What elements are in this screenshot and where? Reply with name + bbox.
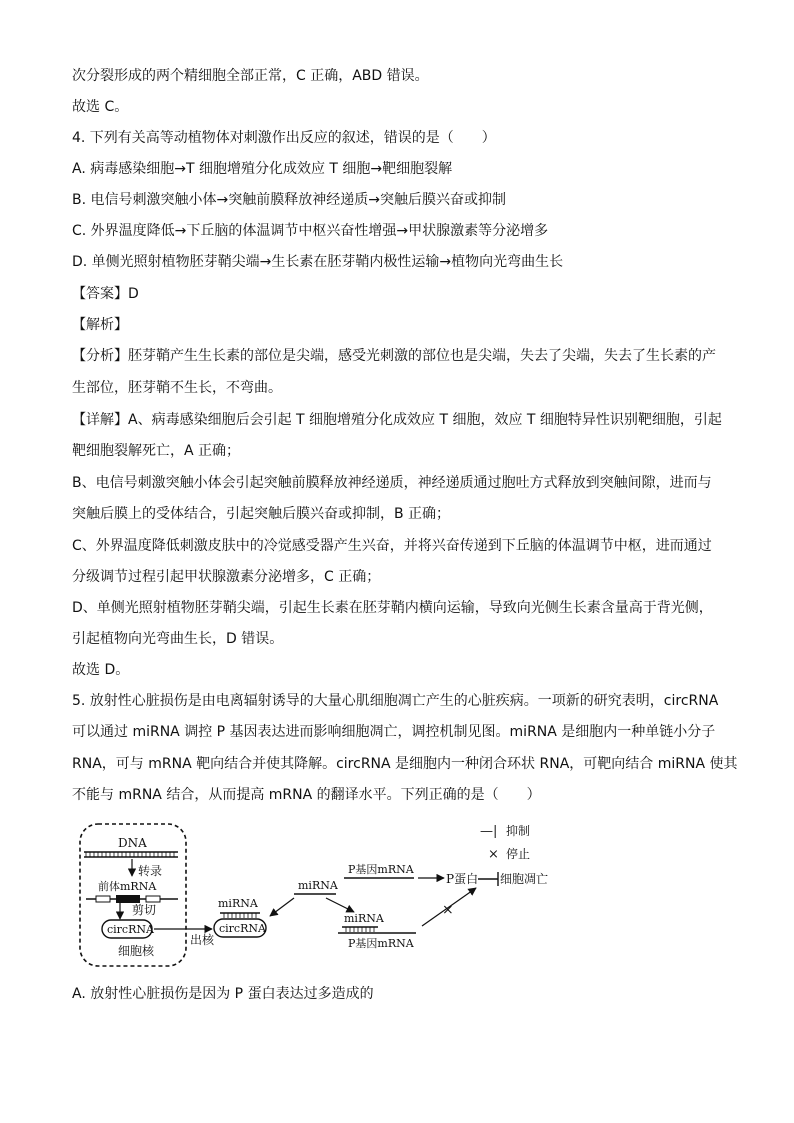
analysis-label: 【解析】 [72, 317, 128, 333]
question-4-option-d: D. 单侧光照射植物胚芽鞘尖端→生长素在胚芽鞘内极性运输→植物向光弯曲生长 [72, 254, 564, 270]
mirna-free-label: miRNA [298, 879, 338, 892]
mirna-bottom-strand [342, 927, 378, 932]
pre-mrna-strand [86, 895, 178, 903]
detail-line-6: 分级调节过程引起甲状腺激素分泌增多，C 正确； [72, 569, 381, 585]
mirna-to-circrna-arrow [270, 898, 294, 916]
pre-mrna-label: 前体mRNA [98, 880, 157, 893]
legend-stop-symbol: × [488, 847, 499, 862]
dna-strand [84, 852, 178, 857]
detail-line-3: B、电信号刺激突触小体会引起突触前膜释放神经递质，神经递质通过胞吐方式释放到突触间隙，进而与 [72, 475, 712, 491]
analysis-line-1: 【分析】胚芽鞘产生生长素的部位是尖端，感受光刺激的部位也是尖端，失去了尖端，失去了生长素的产 [72, 348, 716, 364]
mirna-bound-strand [220, 913, 260, 918]
circrna-outer-label: circRNA [219, 922, 266, 935]
analysis-line-2: 生部位，胚芽鞘不生长，不弯曲。 [72, 380, 282, 396]
p-mrna-top-label: P基因mRNA [348, 863, 414, 876]
question-5-option-a: A. 放射性心脏损伤是因为 P 蛋白表达过多造成的 [72, 986, 374, 1002]
select-d-line: 故选 D。 [72, 662, 130, 678]
stop-mark: × [442, 902, 454, 918]
legend [480, 823, 530, 862]
export-label: 出核 [190, 933, 215, 947]
dna-label: DNA [118, 836, 147, 850]
nucleus-label: 细胞核 [118, 944, 155, 958]
p-mrna-bottom-label: P基因mRNA [348, 937, 414, 950]
cut-label: 剪切 [132, 903, 157, 917]
mirna-bound-label: miRNA [218, 897, 258, 910]
line-1: 次分裂形成的两个精细胞全部正常，C 正确，ABD 错误。 [72, 68, 429, 84]
detail-line-5: C、外界温度降低刺激皮肤中的冷觉感受器产生兴奋，并将兴奋传递到下丘脑的体温调节中枢，进而通过 [72, 538, 712, 554]
detail-line-1: 【详解】A、病毒感染细胞后会引起 T 细胞增殖分化成效应 T 细胞，效应 T 细胞特异性识别靶细胞，引起 [72, 412, 722, 428]
p-protein-inhibit-symbol [478, 872, 498, 886]
answer-label: 【答案】D [72, 286, 139, 302]
mirna-to-mrna-arrow [326, 898, 354, 912]
p-protein-label: P蛋白 [446, 872, 479, 886]
line-2: 故选 C。 [72, 99, 129, 115]
detail-line-2: 靶细胞裂解死亡，A 正确； [72, 443, 241, 459]
question-5-line-2: 可以通过 miRNA 调控 P 基因表达进而影响细胞凋亡，调控机制见图。miRNA 是细胞内一种单链小分子 [72, 724, 716, 740]
question-4-stem: 4. 下列有关高等动植物体对刺激作出反应的叙述，错误的是（ ） [72, 130, 496, 146]
question-5-line-3: RNA，可与 mRNA 靶向结合并使其降解。circRNA 是细胞内一种闭合环状 RNA，可靶向结合 miRNA 使其 [72, 756, 738, 772]
detail-line-7: D、单侧光照射植物胚芽鞘尖端，引起生长素在胚芽鞘内横向运输，导致向光侧生长素含量高于背光侧， [72, 600, 713, 616]
detail-line-8: 引起植物向光弯曲生长，D 错误。 [72, 631, 284, 647]
legend-inhibit-symbol: —| [480, 824, 498, 839]
detail-line-4: 突触后膜上的受体结合，引起突触后膜兴奋或抑制，B 正确； [72, 506, 451, 522]
circrna-inner-label: circRNA [107, 923, 154, 936]
legend-inhibit-label: 抑制 [506, 824, 531, 838]
question-4-option-a: A. 病毒感染细胞→T 细胞增殖分化成效应 T 细胞→靶细胞裂解 [72, 161, 453, 177]
question-5-line-4: 不能与 mRNA 结合，从而提高 mRNA 的翻译水平。下列正确的是（ ） [72, 787, 541, 803]
question-4-option-c: C. 外界温度降低→下丘脑的体温调节中枢兴奋性增强→甲状腺激素等分泌增多 [72, 223, 549, 239]
transcription-label: 转录 [138, 864, 163, 878]
question-4-option-b: B. 电信号刺激突触小体→突触前膜释放神经递质→突触后膜兴奋或抑制 [72, 192, 506, 208]
mirna-bottom-label: miRNA [344, 912, 384, 925]
apoptosis-label: 细胞凋亡 [500, 872, 549, 886]
question-5-line-1: 5. 放射性心脏损伤是由电离辐射诱导的大量心肌细胞凋亡产生的心脏疾病。一项新的研究表明，circRNA [72, 693, 719, 709]
regulation-mechanism-figure [60, 816, 620, 976]
legend-stop-label: 停止 [506, 847, 531, 861]
